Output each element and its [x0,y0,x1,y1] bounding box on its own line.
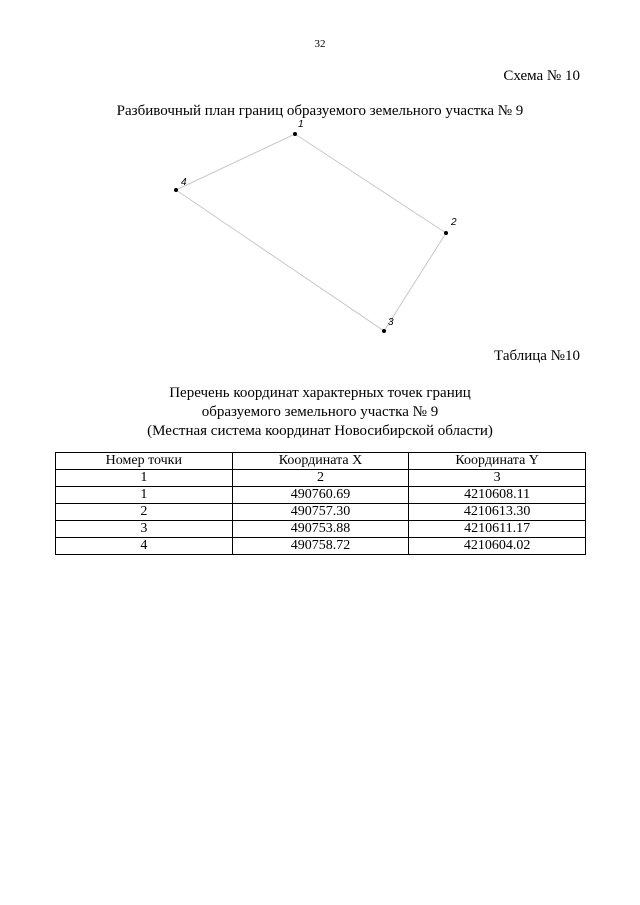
coordinate-x-cell: 490758.72 [232,538,409,555]
point-label-1: 1 [298,119,304,130]
table-row [56,521,586,538]
point-number-cell: 2 [56,504,233,521]
scheme-label: Схема № 10 [503,68,580,84]
table-title-line: Перечень координат характерных точек границ [169,385,471,401]
column-number-row [56,470,586,487]
table-row [56,504,586,521]
page-number: 32 [314,38,326,50]
coordinate-y-cell: 4210613.30 [409,504,586,521]
table-title-line: образуемого земельного участка № 9 [201,404,439,420]
plan-title: Разбивочный план границ образуемого земельного участка № 9 [116,103,524,119]
point-number-cell: 3 [56,521,233,538]
table-row [56,538,586,555]
point-marker-2 [444,231,448,235]
coordinates-table [55,452,586,555]
table-header-row [56,453,586,470]
boundary-polygon [176,134,446,331]
column-number: 3 [409,470,586,487]
coordinate-x-cell: 490760.69 [232,487,409,504]
header-coordinate-y: Координата Y [409,453,586,470]
table-row [56,487,586,504]
header-point-number: Номер точки [56,453,233,470]
point-marker-3 [382,329,386,333]
table-title-line: (Местная система координат Новосибирской области) [147,423,493,439]
header-coordinate-x: Координата X [232,453,409,470]
column-number: 1 [56,470,233,487]
point-number-cell: 1 [56,487,233,504]
coordinate-x-cell: 490753.88 [232,521,409,538]
point-number-cell: 4 [56,538,233,555]
coordinate-x-cell: 490757.30 [232,504,409,521]
point-marker-4 [174,188,178,192]
point-marker-1 [293,132,297,136]
table-label: Таблица №10 [494,348,580,364]
point-label-2: 2 [451,217,457,228]
point-label-4: 4 [181,177,187,188]
column-number: 2 [232,470,409,487]
coordinate-y-cell: 4210611.17 [409,521,586,538]
coordinate-y-cell: 4210604.02 [409,538,586,555]
coordinate-y-cell: 4210608.11 [409,487,586,504]
point-label-3: 3 [388,317,394,328]
table-title [0,384,640,441]
boundary-plan [0,0,640,345]
